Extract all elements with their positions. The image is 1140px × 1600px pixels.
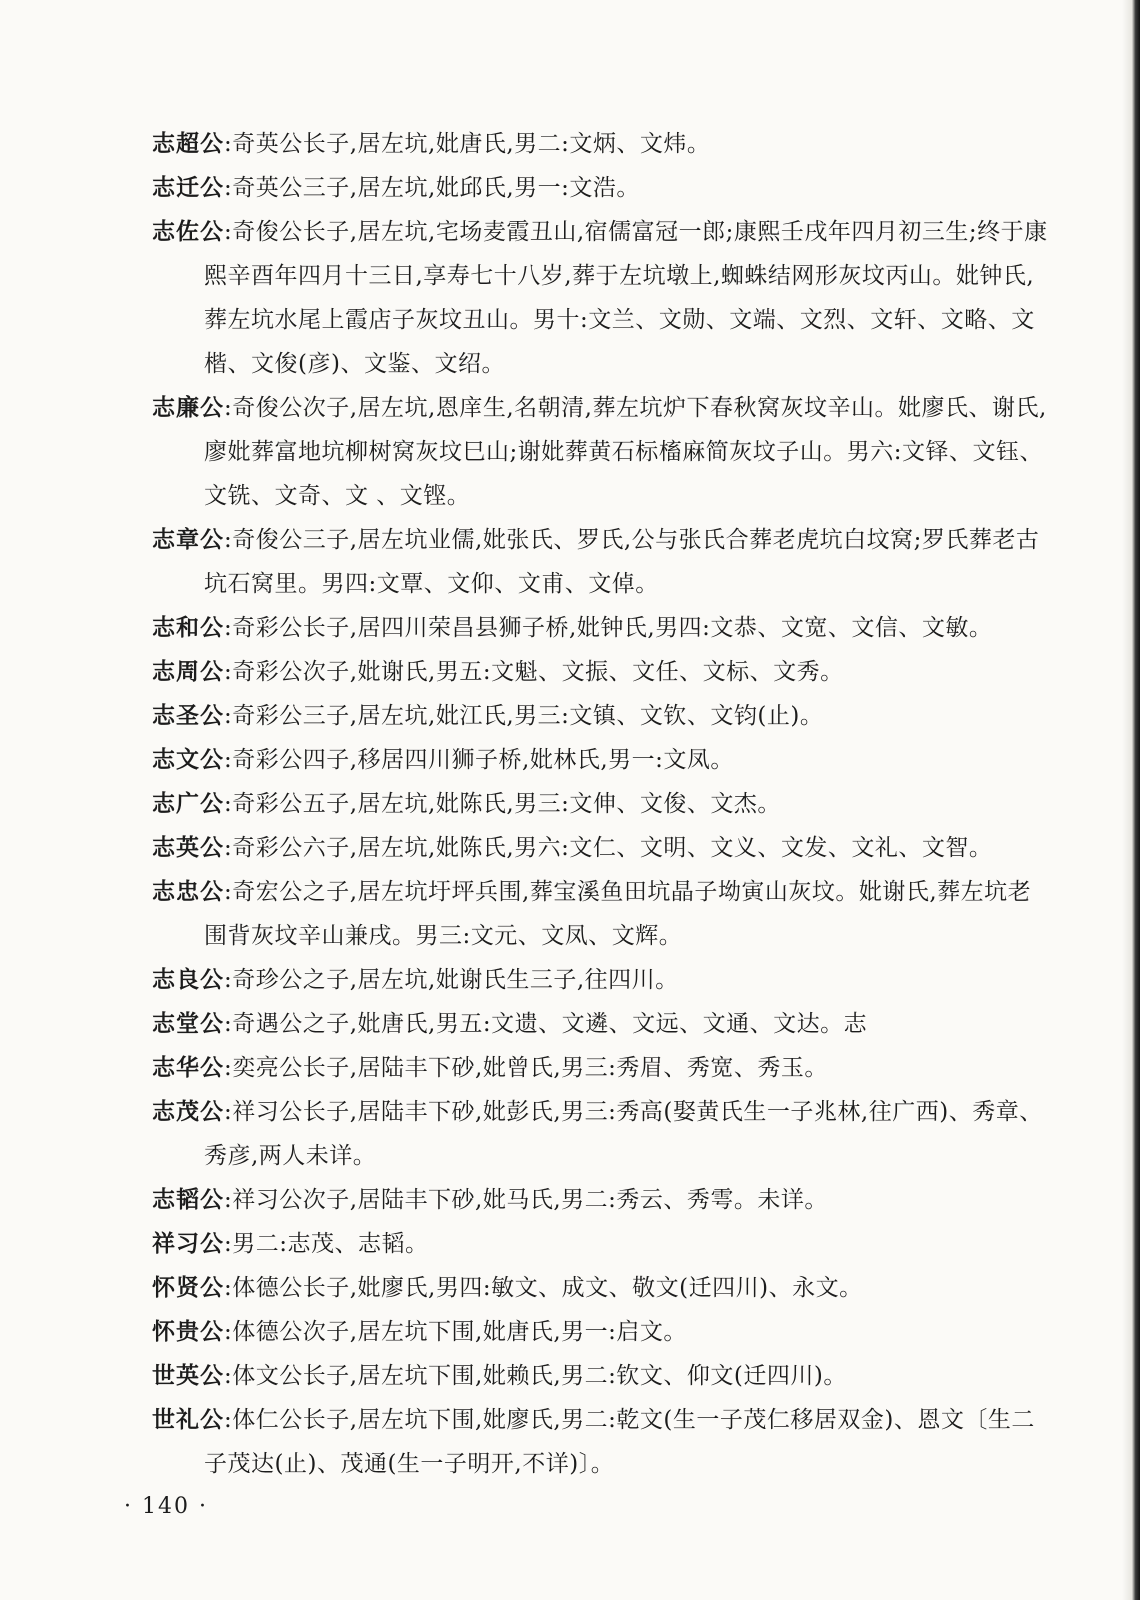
entry-name: 志华公 [152,1054,224,1081]
entry [152,606,1052,650]
entry-text: :奇彩公四子,移居四川狮子桥,妣林氏,男一:文凤。 [224,747,734,773]
entry-text: :奇彩公长子,居四川荣昌县狮子桥,妣钟氏,男四:文恭、文宽、文信、文敏。 [224,615,993,641]
entry-name: 志圣公 [152,702,224,729]
entry-text: :体文公长子,居左坑下围,妣赖氏,男二:钦文、仰文(迁四川)。 [224,1363,847,1389]
entry-text: :奇彩公三子,居左坑,妣江氏,男三:文镇、文钦、文钧(止)。 [224,703,824,729]
entry-name: 志周公 [152,658,224,685]
page-edge-shadow [1122,0,1140,1600]
entry [152,210,1052,386]
entry [152,738,1052,782]
entry [152,1398,1052,1486]
entry [152,166,1052,210]
entry-text: :奇宏公之子,居左坑圩坪兵围,葬宝溪鱼田坑晶子坳寅山灰坟。妣谢氏,葬左坑老围背灰坟辛山兼戌。男三:文元、文凤、文辉。 [204,879,1032,949]
entry-name: 志广公 [152,790,224,817]
entry [152,958,1052,1002]
entry-text: :奇彩公五子,居左坑,妣陈氏,男三:文伸、文俊、文杰。 [224,791,781,817]
entry [152,870,1052,958]
entry-name: 世礼公 [152,1406,224,1433]
entry-name: 志英公 [152,834,224,861]
entry-name: 志茂公 [152,1098,224,1125]
entry [152,826,1052,870]
entry [152,518,1052,606]
entry [152,782,1052,826]
entry-name: 志廉公 [152,394,224,421]
entry-name: 志忠公 [152,878,224,905]
entry-name: 祥习公 [152,1230,224,1257]
entry-text: :祥习公次子,居陆丰下砂,妣马氏,男二:秀云、秀雩。未详。 [224,1187,828,1213]
entry-text: :奇英公三子,居左坑,妣邱氏,男一:文浩。 [224,175,640,201]
entry-text: :祥习公长子,居陆丰下砂,妣彭氏,男三:秀高(娶黄氏生一子兆林,往广西)、秀章、秀彦,两人未详。 [204,1099,1043,1169]
entry [152,1178,1052,1222]
entry-name: 志良公 [152,966,224,993]
page-number: · 140 · [124,1494,208,1519]
entry-name: 怀贤公 [152,1274,224,1301]
entry-name: 志佐公 [152,218,224,245]
entry-text: :体德公次子,居左坑下围,妣唐氏,男一:启文。 [224,1319,687,1345]
entry-name: 世英公 [152,1362,224,1389]
entry-name: 志章公 [152,526,224,553]
entry [152,386,1052,518]
entry-name: 志堂公 [152,1010,224,1037]
entry-text: :奇俊公长子,居左坑,宅场麦霞丑山,宿儒富冠一郎;康熙壬戌年四月初三生;终于康熙辛酉年四月十三日,享寿七十八岁,葬于左坑墩上,蜘蛛结网形灰坟丙山。妣钟氏,葬左坑水尾上霞店子灰坟丑山。男十:文兰、文勋、文端、文烈、文轩、文略、文楷、文俊(彦)、文鉴、文绍。 [204,219,1048,377]
entry [152,1354,1052,1398]
entry-name: 志超公 [152,130,224,157]
entry [152,1090,1052,1178]
entry-text: :奕亮公长子,居陆丰下砂,妣曾氏,男三:秀眉、秀宽、秀玉。 [224,1055,828,1081]
entry-text: :体仁公长子,居左坑下围,妣廖氏,男二:乾文(生一子茂仁移居双金)、恩文〔生二子茂达(止)、茂通(生一子明开,不详)〕。 [204,1407,1035,1477]
entry-name: 志和公 [152,614,224,641]
entry [152,122,1052,166]
entry [152,1002,1052,1046]
entry [152,694,1052,738]
entry [152,650,1052,694]
entry-text: :奇遇公之子,妣唐氏,男五:文遗、文遴、文远、文通、文达。志 [224,1011,868,1037]
entry-text: :奇彩公六子,居左坑,妣陈氏,男六:文仁、文明、文义、文发、文礼、文智。 [224,835,993,861]
entry-name: 志文公 [152,746,224,773]
entry [152,1266,1052,1310]
entry [152,1310,1052,1354]
entry [152,1046,1052,1090]
entry-name: 志韬公 [152,1186,224,1213]
entry [152,1222,1052,1266]
entry-text: :奇俊公三子,居左坑业儒,妣张氏、罗氏,公与张氏合葬老虎坑白坟窝;罗氏葬老古坑石窝里。男四:文覃、文仰、文甫、文倬。 [204,527,1040,597]
entry-text: :奇珍公之子,居左坑,妣谢氏生三子,往四川。 [224,967,679,993]
entry-name: 怀贵公 [152,1318,224,1345]
entry-name: 志迁公 [152,174,224,201]
entry-text: :体德公长子,妣廖氏,男四:敏文、成文、敬文(迁四川)、永文。 [224,1275,863,1301]
genealogy-entries [152,122,1052,1486]
entry-text: :奇彩公次子,妣谢氏,男五:文魁、文振、文任、文标、文秀。 [224,659,844,685]
entry-text: :奇俊公次子,居左坑,恩庠生,名朝清,葬左坑炉下春秋窝灰坟辛山。妣廖氏、谢氏,廖妣葬富地坑柳树窝灰坟巳山;谢妣葬黄石标槒麻简灰坟子山。男六:文铎、文钰、文铣、文奇、文 、文铿。 [204,395,1047,509]
entry-text: :奇英公长子,居左坑,妣唐氏,男二:文炳、文炜。 [224,131,711,157]
entry-text: :男二:志茂、志韬。 [224,1231,429,1257]
